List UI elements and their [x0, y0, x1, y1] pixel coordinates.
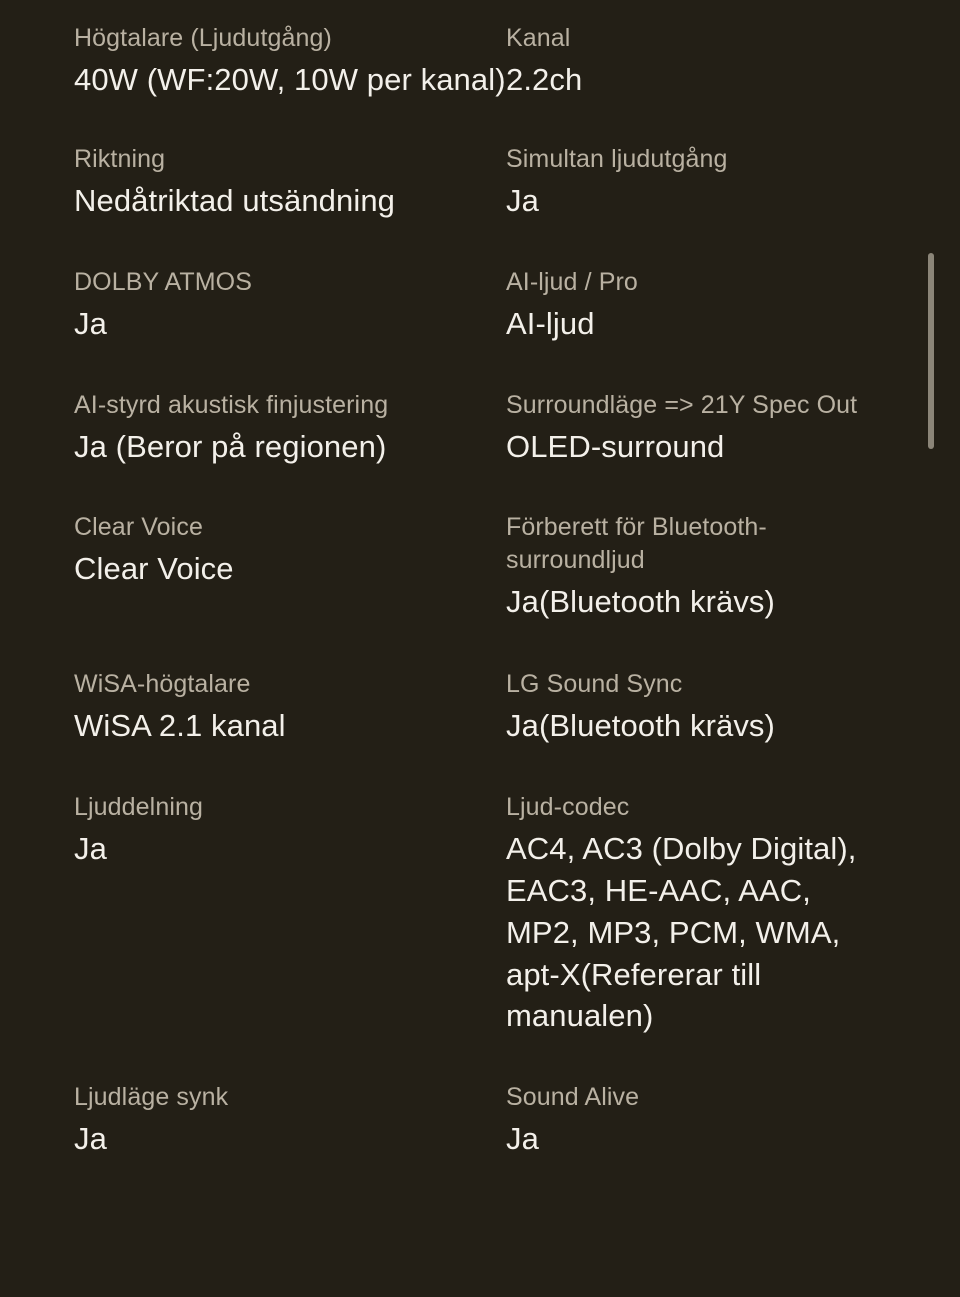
spec-value: Ja [506, 182, 539, 218]
spec-value: Ja(Bluetooth krävs) [506, 708, 775, 744]
spec-cell [74, 143, 506, 266]
spec-grid [74, 22, 920, 1160]
spec-label: Clear Voice [74, 513, 203, 542]
spec-cell [506, 1081, 920, 1160]
spec-cell [506, 22, 920, 143]
spec-label: AI-styrd akustisk finjustering [74, 390, 389, 419]
spec-label: Ljuddelning [74, 793, 203, 822]
spec-label: Högtalare (Ljudutgång) [74, 24, 332, 52]
spec-label: WiSA-högtalare [74, 670, 251, 699]
spec-value: Ja (Beror på regionen) [74, 428, 387, 464]
spec-value: 40W (WF:20W, 10W per kanal) [74, 62, 506, 97]
spec-label: Surroundläge => 21Y Spec Out [506, 390, 858, 419]
spec-cell [74, 266, 506, 389]
spec-value: WiSA 2.1 kanal [74, 708, 286, 744]
spec-label: AI-ljud / Pro [506, 267, 638, 296]
spec-value: OLED-surround [506, 428, 725, 464]
spec-label: Kanal [506, 24, 571, 52]
spec-label: Simultan ljudutgång [506, 144, 728, 173]
spec-cell [74, 1081, 506, 1160]
spec-cell [74, 668, 506, 791]
spec-cell [74, 389, 506, 512]
spec-cell [506, 791, 920, 1081]
spec-value: Nedåtriktad utsändning [74, 182, 396, 218]
spec-cell [74, 511, 506, 668]
spec-cell [506, 266, 920, 389]
spec-cell [506, 668, 920, 791]
scrollbar-thumb[interactable] [928, 253, 934, 449]
spec-label: Riktning [74, 144, 166, 173]
spec-cell [506, 143, 920, 266]
spec-label: LG Sound Sync [506, 670, 683, 699]
spec-value: Ja(Bluetooth krävs) [506, 584, 775, 620]
spec-value: AC4, AC3 (Dolby Digital), EAC3, HE-AAC, AAC, MP2, MP3, PCM, WMA, apt-X(Refererar till manualen) [506, 831, 857, 1034]
spec-value: 2.2ch [506, 62, 583, 97]
spec-label: Sound Alive [506, 1083, 640, 1112]
spec-value: Ja [74, 831, 107, 867]
scrollbar-track[interactable] [928, 0, 934, 1297]
spec-cell [506, 511, 920, 655]
spec-value: Ja [74, 305, 107, 341]
spec-label: Ljud-codec [506, 793, 630, 822]
spec-label: Ljudläge synk [74, 1083, 229, 1112]
spec-cell [74, 791, 506, 914]
spec-label: DOLBY ATMOS [74, 267, 253, 296]
spec-cell [74, 22, 506, 143]
spec-value: AI-ljud [506, 305, 595, 341]
spec-cell [506, 389, 920, 512]
spec-value: Ja [74, 1121, 107, 1157]
spec-label: Förberett för Bluetooth-surroundljud [506, 513, 767, 575]
spec-value: Clear Voice [74, 551, 234, 587]
spec-value: Ja [506, 1121, 539, 1157]
